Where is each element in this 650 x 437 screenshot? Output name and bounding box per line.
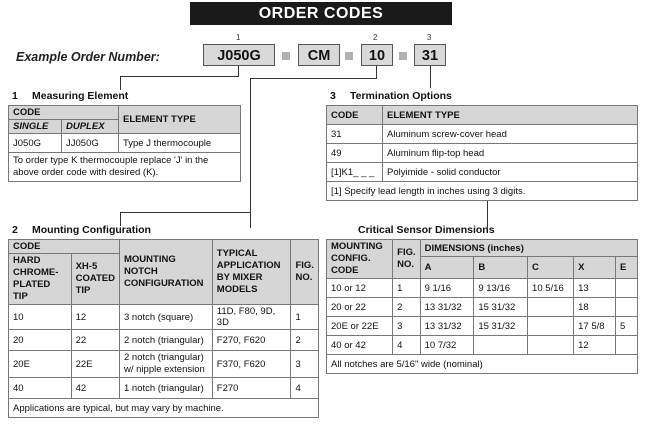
order-part-cm: CM [298, 44, 340, 66]
cd-cell-x: 18 [574, 298, 616, 317]
s2-header-code: CODE [9, 240, 120, 254]
cd-header-dims: DIMENSIONS (inches) [420, 240, 637, 257]
example-order-label: Example Order Number: [16, 50, 160, 64]
s1-header-duplex: DUPLEX [62, 120, 119, 134]
connector-line [250, 78, 251, 228]
cd-cell-c [528, 298, 574, 317]
s3-header-code: CODE [327, 106, 383, 125]
section2-title-text: Mounting Configuration [32, 224, 151, 236]
s1-header-type: ELEMENT TYPE [119, 106, 241, 134]
section1-number: 1 [12, 90, 18, 102]
order-codes-banner: ORDER CODES [190, 2, 452, 25]
order-dash-3 [399, 52, 407, 60]
connector-line [120, 76, 239, 77]
s2-cell-hard: 10 [9, 305, 72, 330]
s1-header-single: SINGLE [9, 120, 62, 134]
cd-header-fig: FIG. NO. [393, 240, 420, 279]
s2-cell-xh5: 12 [71, 305, 119, 330]
order-part-mounting: 10 [361, 44, 393, 66]
s2-note: Applications are typical, but may vary by machine. [9, 399, 319, 418]
mounting-configuration-table [8, 239, 319, 418]
termination-options-table [326, 105, 638, 201]
connector-line [120, 76, 121, 90]
cd-header-col: C [528, 257, 574, 279]
superscript-1: 1 [236, 33, 241, 42]
cd-cell-a: 10 7/32 [420, 336, 474, 355]
cd-header-col: A [420, 257, 474, 279]
s1-cell-type: Type J thermocouple [119, 134, 241, 153]
cd-cell-b: 15 31/32 [474, 298, 528, 317]
s2-cell-hard: 20 [9, 330, 72, 351]
cd-cell-e: 5 [616, 317, 638, 336]
s2-header-app: TYPICAL APPLICATION BY MIXER MODELS [212, 240, 291, 305]
s1-note: To order type K thermocouple replace 'J' in the above order code with desired (K). [9, 153, 241, 182]
cd-cell-b: 15 31/32 [474, 317, 528, 336]
cd-cell-fig: 2 [393, 298, 420, 317]
cd-cell-e [616, 279, 638, 298]
s3-note: [1] Specify lead length in inches using 3 digits. [327, 182, 638, 201]
s2-cell-notch: 2 notch (triangular) [120, 330, 213, 351]
s1-cell-single: J050G [9, 134, 62, 153]
section1-title [12, 90, 128, 102]
cd-cell-a: 13 31/32 [420, 317, 474, 336]
section3-title-text: Termination Options [350, 90, 452, 102]
s2-cell-hard: 20E [9, 351, 72, 378]
cd-cell-fig: 1 [393, 279, 420, 298]
cd-header-col: B [474, 257, 528, 279]
cd-header-code: MOUNTING CONFIG. CODE [327, 240, 393, 279]
s2-header-fig: FIG. NO. [291, 240, 319, 305]
connector-line [120, 212, 251, 213]
order-dash-2 [345, 52, 353, 60]
s3-cell-type: Aluminum flip-top head [383, 144, 638, 163]
s3-cell-type: Aluminum screw-cover head [383, 125, 638, 144]
s2-cell-app: F370, F620 [212, 351, 291, 378]
cd-cell-e [616, 336, 638, 355]
section3-title [330, 90, 452, 102]
s2-cell-xh5: 22 [71, 330, 119, 351]
cd-cell-b: 9 13/16 [474, 279, 528, 298]
s2-header-notch: MOUNTING NOTCH CONFIGURATION [120, 240, 213, 305]
s2-cell-notch: 1 notch (triangular) [120, 378, 213, 399]
s2-cell-fig: 1 [291, 305, 319, 330]
cd-cell-code: 40 or 42 [327, 336, 393, 355]
cd-cell-c [528, 336, 574, 355]
cd-cell-c [528, 317, 574, 336]
s3-cell-code: 49 [327, 144, 383, 163]
connector-line [238, 66, 239, 76]
cd-cell-x: 17 5/8 [574, 317, 616, 336]
s2-header-xh5: XH-5 COATED TIP [71, 254, 119, 305]
s2-cell-fig: 4 [291, 378, 319, 399]
cd-cell-x: 13 [574, 279, 616, 298]
cd-header-col: X [574, 257, 616, 279]
order-part-element: J050G [203, 44, 275, 66]
cd-cell-fig: 3 [393, 317, 420, 336]
cd-cell-c: 10 5/16 [528, 279, 574, 298]
cd-cell-a: 13 31/32 [420, 298, 474, 317]
s2-header-hard: HARD CHROME-PLATED TIP [9, 254, 72, 305]
section1-title-text: Measuring Element [32, 90, 129, 102]
critical-dimensions-table [326, 239, 638, 374]
s2-cell-xh5: 42 [71, 378, 119, 399]
section2-title [12, 224, 151, 236]
cd-cell-a: 9 1/16 [420, 279, 474, 298]
section3-number: 3 [330, 90, 336, 102]
order-dash-1 [282, 52, 290, 60]
connector-line [250, 78, 377, 79]
connector-line [430, 66, 431, 88]
measuring-element-table [8, 105, 241, 182]
s2-cell-notch: 3 notch (square) [120, 305, 213, 330]
critical-title: Critical Sensor Dimensions [358, 224, 495, 236]
s2-cell-notch: 2 notch (triangular) w/ nipple extension [120, 351, 213, 378]
s2-cell-app: F270 [212, 378, 291, 399]
connector-line [376, 66, 377, 78]
s2-cell-fig: 2 [291, 330, 319, 351]
section2-number: 2 [12, 224, 18, 236]
order-part-termination: 31 [414, 44, 446, 66]
cd-cell-b [474, 336, 528, 355]
cd-cell-code: 20 or 22 [327, 298, 393, 317]
s3-header-type: ELEMENT TYPE [383, 106, 638, 125]
cd-cell-e [616, 298, 638, 317]
cd-cell-x: 12 [574, 336, 616, 355]
s1-cell-duplex: JJ050G [62, 134, 119, 153]
superscript-2: 2 [373, 33, 378, 42]
cd-note: All notches are 5/16" wide (nominal) [327, 355, 638, 374]
s2-cell-xh5: 22E [71, 351, 119, 378]
cd-cell-fig: 4 [393, 336, 420, 355]
cd-cell-code: 10 or 12 [327, 279, 393, 298]
s2-cell-fig: 3 [291, 351, 319, 378]
cd-header-col: E [616, 257, 638, 279]
s2-cell-hard: 40 [9, 378, 72, 399]
superscript-3: 3 [427, 33, 432, 42]
s2-cell-app: 11D, F80, 9D, 3D [212, 305, 291, 330]
s1-header-code: CODE [9, 106, 119, 120]
s3-cell-code: 31 [327, 125, 383, 144]
s3-cell-code: [1]K1_ _ _ [327, 163, 383, 182]
s2-cell-app: F270, F620 [212, 330, 291, 351]
s3-cell-type: Polyimide - solid conductor [383, 163, 638, 182]
cd-cell-code: 20E or 22E [327, 317, 393, 336]
